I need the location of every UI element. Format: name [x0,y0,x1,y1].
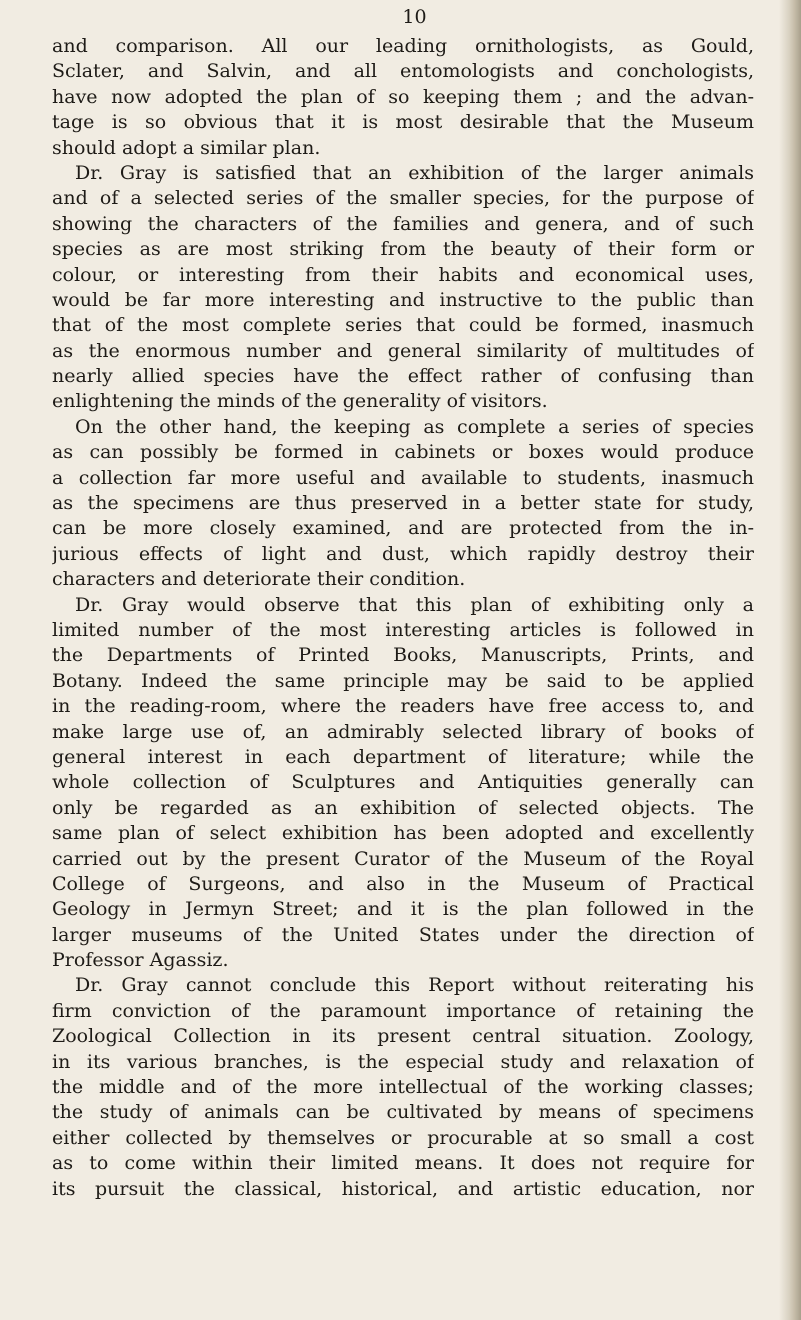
text-line: in the reading-room, where the readers have free access to, and [52,695,754,718]
text-line: should adopt a similar plan. [52,136,321,159]
text-line: would be far more interesting and instructive to the public than [52,288,754,311]
text-line: On the other hand, the keeping as complete a series of species [75,415,754,438]
text-line: enlightening the minds of the generality of visitors. [52,390,548,413]
text-line: only be regarded as an exhibition of selected objects. The [52,796,754,819]
text-line: make large use of, an admirably selected library of books of [52,720,754,743]
page-number: 10 [402,6,427,28]
text-line: species as are most striking from the beauty of their form or [52,238,754,261]
page-edge-shadow [779,0,801,1320]
text-line: either collected by themselves or procurable at so small a cost [52,1126,754,1149]
text-line: showing the characters of the families and genera, and of such [52,212,754,235]
text-line: Dr. Gray would observe that this plan of exhibiting only a [75,593,754,616]
text-line: jurious effects of light and dust, which rapidly destroy their [52,542,754,565]
text-line: general interest in each department of literature; while the [52,745,754,768]
text-line: as to come within their limited means. It does not require for [52,1152,754,1175]
text-line: larger museums of the United States under the direction of [52,923,754,946]
text-line: the middle and of the more intellectual of the working classes; [52,1076,754,1099]
text-line: Zoological Collection in its present central situation. Zoology, [52,1025,754,1048]
body-text [52,34,754,1202]
text-line: Professor Agassiz. [52,949,229,972]
text-line: same plan of select exhibition has been adopted and excellently [52,822,754,845]
text-line: as the enormous number and general similarity of multitudes of [52,339,754,362]
text-line: whole collection of Sculptures and Antiquities generally can [52,771,754,794]
text-line: carried out by the present Curator of the Museum of the Royal [52,847,754,870]
text-line: nearly allied species have the effect rather of confusing than [52,365,754,388]
text-line: Dr. Gray is satisfied that an exhibition of the larger animals [75,161,754,184]
text-line: in its various branches, is the especial study and relaxation of [52,1050,754,1073]
text-line: tage is so obvious that it is most desirable that the Museum [52,111,754,134]
text-line: Sclater, and Salvin, and all entomologists and conchologists, [52,60,754,83]
text-line: a collection far more useful and available to students, inasmuch [52,466,754,489]
text-line: and comparison. All our leading ornithologists, as Gould, [52,35,754,57]
text-line: and of a selected series of the smaller species, for the purpose of [52,187,754,210]
text-line: as the specimens are thus preserved in a better state for study, [52,492,754,515]
text-line: the study of animals can be cultivated by means of specimens [52,1101,754,1124]
text-line: College of Surgeons, and also in the Museum of Practical [52,872,754,895]
text-line: characters and deteriorate their condition. [52,568,466,591]
text-line: Botany. Indeed the same principle may be said to be applied [52,669,754,692]
text-line: have now adopted the plan of so keeping them ; and the advan- [52,85,754,108]
text-line: firm conviction of the paramount importance of retaining the [52,999,754,1022]
text-line: colour, or interesting from their habits and economical uses, [52,263,754,286]
text-line: as can possibly be formed in cabinets or boxes would produce [52,441,754,464]
text-line: its pursuit the classical, historical, and artistic education, nor [52,1177,754,1200]
text-line: Dr. Gray cannot conclude this Report without reiterating his [75,974,754,997]
text-line: that of the most complete series that could be formed, inasmuch [52,314,754,337]
text-line: the Departments of Printed Books, Manuscripts, Prints, and [52,644,754,667]
text-line: limited number of the most interesting articles is followed in [52,618,754,641]
text-line: Geology in Jermyn Street; and it is the plan followed in the [52,898,754,921]
text-line: can be more closely examined, and are protected from the in- [52,517,754,540]
